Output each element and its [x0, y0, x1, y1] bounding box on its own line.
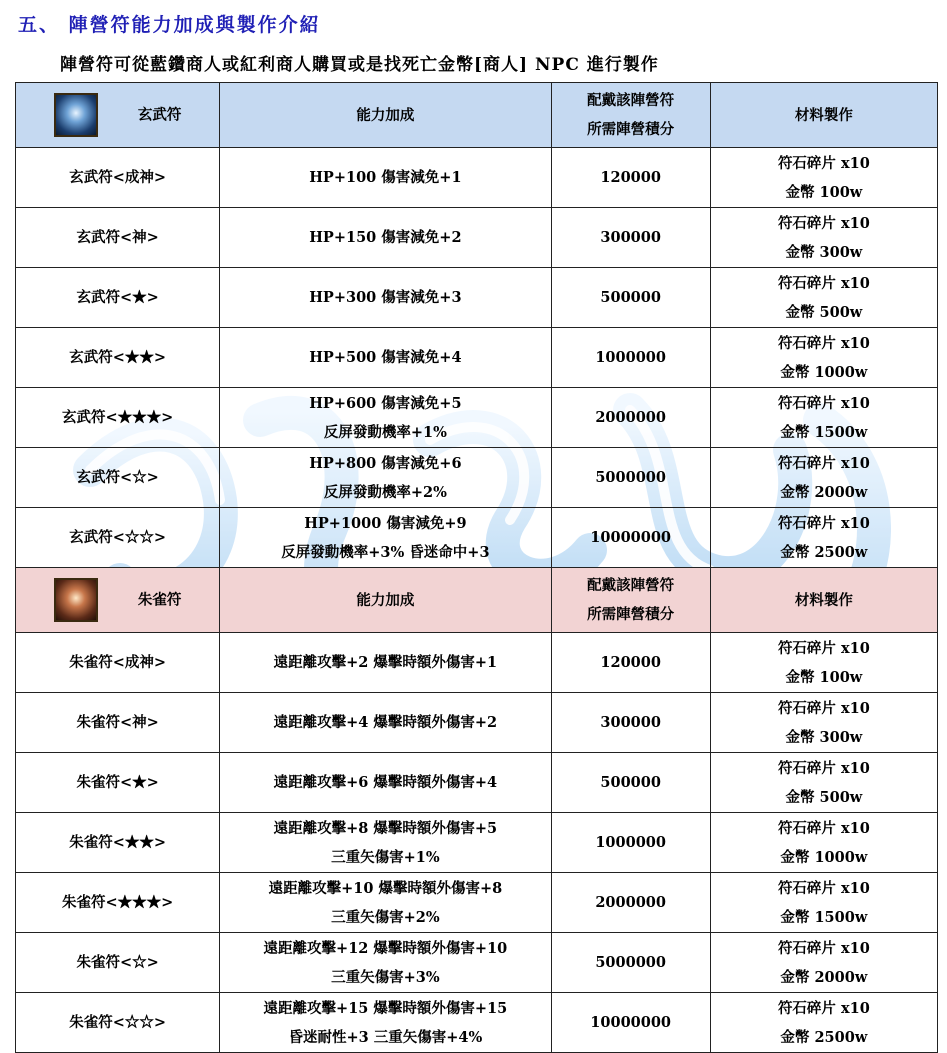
bonus-line: 遠距離攻擊+15 爆擊時額外傷害+15	[263, 999, 508, 1017]
column-header-points-line: 配戴該陣營符	[587, 577, 675, 594]
table-row	[16, 508, 938, 568]
table-row	[16, 148, 938, 208]
material-line: 金幣 1500w	[780, 908, 868, 926]
material-line: 符石碎片 x10	[777, 394, 870, 412]
table-row	[16, 633, 938, 693]
column-header-points	[551, 83, 710, 148]
talisman-name: 朱雀符<☆>	[16, 933, 220, 993]
bonus-line: HP+100 傷害減免+1	[309, 169, 462, 186]
section-intro: 陣營符可從藍鑽商人或紅利商人購買或是找死亡金幣[商人] NPC 進行製作	[60, 55, 659, 75]
talisman-bonus	[220, 873, 551, 933]
crafting-materials	[710, 388, 937, 448]
material-line: 符石碎片 x10	[777, 274, 870, 292]
material-line: 金幣 2500w	[780, 543, 868, 561]
table-row	[16, 993, 938, 1053]
material-line: 金幣 300w	[785, 728, 863, 746]
table-row	[16, 328, 938, 388]
talisman-name: 玄武符<★>	[16, 268, 220, 328]
talisman-bonus	[220, 508, 551, 568]
crafting-materials	[710, 813, 937, 873]
column-header-bonus: 能力加成	[220, 83, 551, 148]
required-points: 2000000	[551, 873, 710, 933]
bonus-line: 遠距離攻擊+2 爆擊時額外傷害+1	[273, 654, 498, 671]
bonus-line: 遠距離攻擊+8 爆擊時額外傷害+5	[273, 819, 498, 837]
crafting-materials	[710, 753, 937, 813]
column-header-points-line: 所需陣營積分	[587, 606, 675, 623]
talisman-name: 玄武符<成神>	[16, 148, 220, 208]
talisman-name: 玄武符<☆>	[16, 448, 220, 508]
section-header-row	[16, 83, 938, 148]
table-row	[16, 873, 938, 933]
crafting-materials	[710, 993, 937, 1053]
bonus-line: 遠距離攻擊+12 爆擊時額外傷害+10	[263, 939, 508, 957]
material-line: 金幣 1500w	[780, 423, 868, 441]
bonus-line: 反屏發動機率+2%	[323, 483, 447, 501]
talisman-bonus	[220, 933, 551, 993]
required-points: 120000	[551, 148, 710, 208]
section-header-row	[16, 568, 938, 633]
bonus-line: HP+500 傷害減免+4	[309, 349, 462, 366]
material-line: 金幣 1000w	[780, 848, 868, 866]
talisman-bonus	[220, 268, 551, 328]
talisman-name: 朱雀符<★★★>	[16, 873, 220, 933]
column-header-points-line: 所需陣營積分	[587, 121, 675, 138]
talisman-name: 玄武符<★★★>	[16, 388, 220, 448]
column-header-material: 材料製作	[710, 83, 937, 148]
table-row	[16, 813, 938, 873]
bonus-line: 反屏發動機率+3% 昏迷命中+3	[281, 543, 490, 561]
crafting-materials	[710, 633, 937, 693]
faction-name-cell	[16, 83, 220, 148]
talisman-name: 玄武符<神>	[16, 208, 220, 268]
bonus-line: 遠距離攻擊+10 爆擊時額外傷害+8	[268, 879, 503, 897]
material-line: 金幣 2000w	[780, 483, 868, 501]
table-row	[16, 933, 938, 993]
bonus-line: 三重矢傷害+2%	[331, 908, 440, 926]
bonus-line: HP+1000 傷害減免+9	[304, 514, 467, 532]
faction-name: 朱雀符	[137, 591, 182, 609]
talisman-bonus	[220, 208, 551, 268]
talisman-name: 朱雀符<★>	[16, 753, 220, 813]
table-row	[16, 268, 938, 328]
table-row	[16, 388, 938, 448]
talisman-bonus	[220, 993, 551, 1053]
material-line: 符石碎片 x10	[777, 999, 870, 1017]
material-line: 符石碎片 x10	[777, 514, 870, 532]
talisman-bonus	[220, 148, 551, 208]
talisman-name: 朱雀符<神>	[16, 693, 220, 753]
talisman-bonus	[220, 388, 551, 448]
talisman-bonus	[220, 448, 551, 508]
material-line: 符石碎片 x10	[777, 639, 870, 657]
table-row	[16, 448, 938, 508]
required-points: 10000000	[551, 993, 710, 1053]
required-points: 300000	[551, 693, 710, 753]
column-header-points	[551, 568, 710, 633]
crafting-materials	[710, 328, 937, 388]
bonus-line: HP+600 傷害減免+5	[309, 394, 462, 412]
table-row	[16, 208, 938, 268]
column-header-bonus: 能力加成	[220, 568, 551, 633]
material-line: 金幣 500w	[785, 788, 863, 806]
bonus-line: HP+800 傷害減免+6	[309, 454, 462, 472]
material-line: 符石碎片 x10	[777, 454, 870, 472]
talisman-name: 朱雀符<成神>	[16, 633, 220, 693]
section-heading: 五、 陣營符能力加成與製作介紹	[18, 14, 321, 36]
bonus-line: 遠距離攻擊+6 爆擊時額外傷害+4	[273, 774, 498, 791]
material-line: 金幣 100w	[785, 668, 863, 686]
talisman-name: 朱雀符<★★>	[16, 813, 220, 873]
material-line: 符石碎片 x10	[777, 879, 870, 897]
talisman-bonus	[220, 813, 551, 873]
required-points: 120000	[551, 633, 710, 693]
bonus-line: 遠距離攻擊+4 爆擊時額外傷害+2	[273, 714, 498, 731]
required-points: 10000000	[551, 508, 710, 568]
bonus-line: 反屏發動機率+1%	[323, 423, 447, 441]
required-points: 5000000	[551, 933, 710, 993]
talisman-bonus	[220, 328, 551, 388]
crafting-materials	[710, 268, 937, 328]
material-line: 金幣 2500w	[780, 1028, 868, 1046]
talisman-bonus	[220, 753, 551, 813]
required-points: 300000	[551, 208, 710, 268]
crafting-materials	[710, 933, 937, 993]
bonus-line: HP+150 傷害減免+2	[309, 229, 462, 246]
required-points: 1000000	[551, 328, 710, 388]
crafting-materials	[710, 873, 937, 933]
talisman-name: 玄武符<★★>	[16, 328, 220, 388]
required-points: 500000	[551, 753, 710, 813]
required-points: 1000000	[551, 813, 710, 873]
bonus-line: 三重矢傷害+3%	[331, 968, 440, 986]
zhuque-emblem-icon	[54, 578, 98, 622]
crafting-materials	[710, 508, 937, 568]
faction-talisman-table	[15, 82, 938, 1053]
required-points: 2000000	[551, 388, 710, 448]
talisman-name: 朱雀符<☆☆>	[16, 993, 220, 1053]
faction-name: 玄武符	[137, 106, 182, 124]
material-line: 金幣 1000w	[780, 363, 868, 381]
crafting-materials	[710, 208, 937, 268]
bonus-line: HP+300 傷害減免+3	[309, 289, 462, 306]
table-row	[16, 753, 938, 813]
material-line: 符石碎片 x10	[777, 154, 870, 172]
talisman-name: 玄武符<☆☆>	[16, 508, 220, 568]
crafting-materials	[710, 148, 937, 208]
material-line: 金幣 500w	[785, 303, 863, 321]
material-line: 符石碎片 x10	[777, 759, 870, 777]
material-line: 金幣 300w	[785, 243, 863, 261]
material-line: 金幣 2000w	[780, 968, 868, 986]
material-line: 金幣 100w	[785, 183, 863, 201]
required-points: 500000	[551, 268, 710, 328]
material-line: 符石碎片 x10	[777, 334, 870, 352]
crafting-materials	[710, 693, 937, 753]
material-line: 符石碎片 x10	[777, 939, 870, 957]
column-header-material: 材料製作	[710, 568, 937, 633]
faction-name-cell	[16, 568, 220, 633]
bonus-line: 昏迷耐性+3 三重矢傷害+4%	[288, 1028, 483, 1046]
material-line: 符石碎片 x10	[777, 699, 870, 717]
talisman-bonus	[220, 693, 551, 753]
table-row	[16, 693, 938, 753]
column-header-points-line: 配戴該陣營符	[587, 92, 675, 109]
bonus-line: 三重矢傷害+1%	[331, 848, 440, 866]
material-line: 符石碎片 x10	[777, 214, 870, 232]
material-line: 符石碎片 x10	[777, 819, 870, 837]
required-points: 5000000	[551, 448, 710, 508]
xuanwu-emblem-icon	[54, 93, 98, 137]
crafting-materials	[710, 448, 937, 508]
talisman-bonus	[220, 633, 551, 693]
